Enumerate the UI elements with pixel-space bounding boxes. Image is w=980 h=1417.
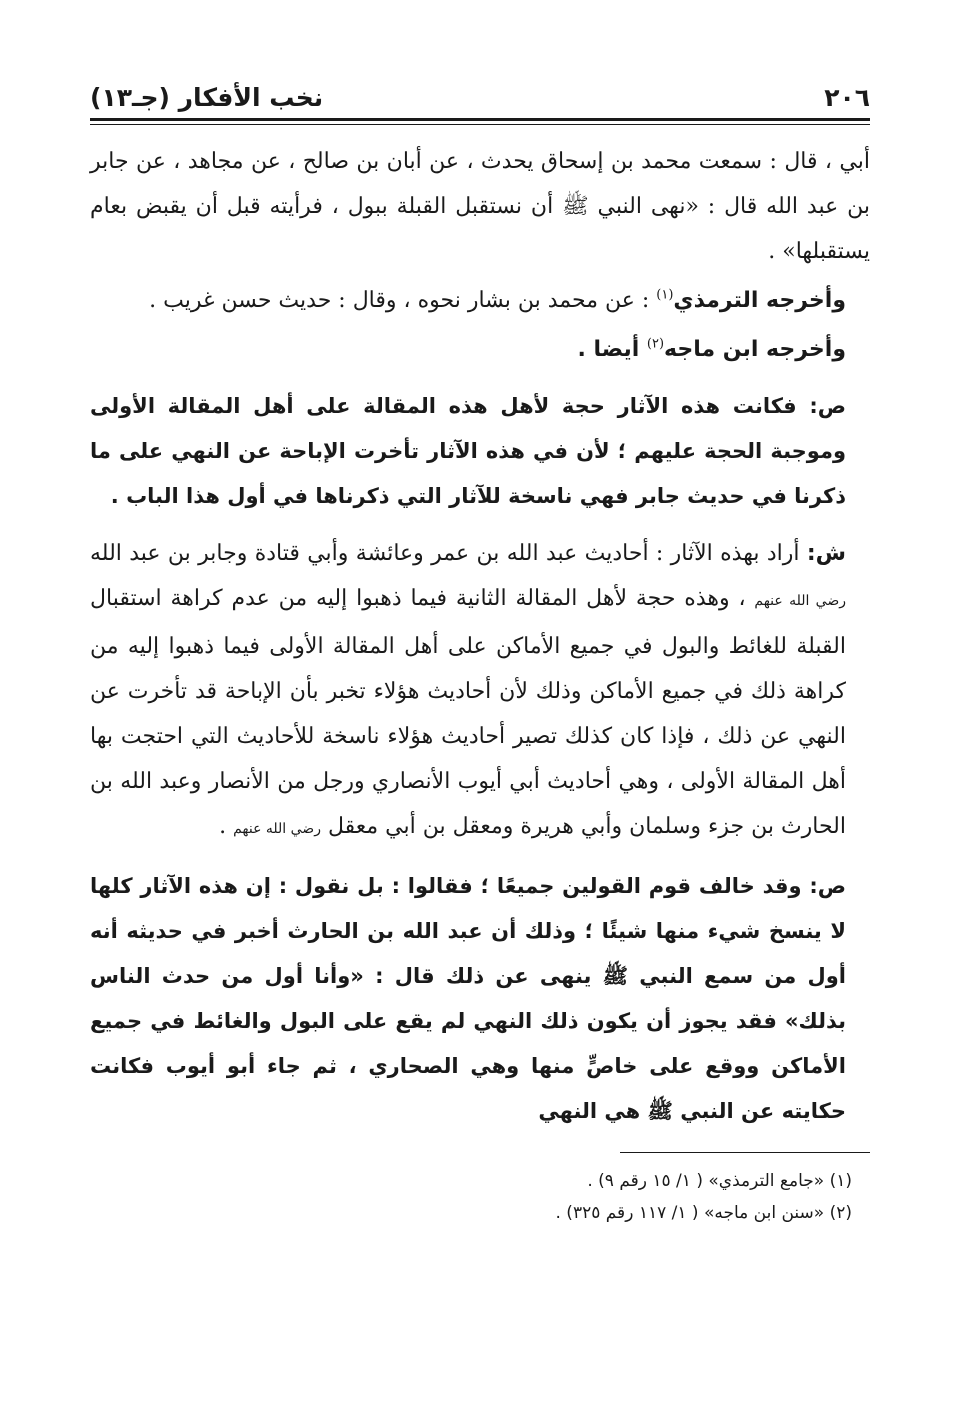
paragraph-text: أبي ، قال : سمعت محمد بن إسحاق يحدث ، عن أبان بن صالح ، عن مجاهد ، عن جابر بن عبد الله قال : «نهى النبي ﷺ أن نستقبل القبلة ببول ، فرأيته قبل أن يقبض بعام يستقبلها» . xyxy=(90,149,870,264)
paragraph-ibn-majah xyxy=(90,327,870,372)
header-rule-thin xyxy=(90,124,870,125)
paragraph-lead: وأخرجه الترمذي xyxy=(673,288,846,313)
book-page xyxy=(90,72,870,1229)
honorific-glyph: رضي الله عنهم xyxy=(754,593,846,609)
header-rule-thick xyxy=(90,118,870,121)
paragraph-text: ص: فكانت هذه الآثار حجة لأهل هذه المقالة على أهل المقالة الأولى وموجبة الحجة عليهم ؛ لأن في هذه الآثار تأخرت الإباحة عن النهي على ما ذكرنا في حديث جابر فهي ناسخة للآثار التي ذكرناها في أول هذا الباب . xyxy=(90,394,846,508)
page-body xyxy=(90,139,870,1134)
paragraph-matn-1 xyxy=(90,384,870,519)
footnote-1: (١) «جامع الترمذي» ( ١/ ١٥ رقم ٩) . xyxy=(587,1171,852,1191)
footnote-rule xyxy=(620,1152,870,1153)
honorific-glyph: رضي الله عنهم xyxy=(233,821,321,837)
footnote-2: (٢) «سنن ابن ماجه» ( ١/ ١١٧ رقم ٣٢٥) . xyxy=(555,1203,852,1223)
paragraph-text: ، وهذه حجة لأهل المقالة الثانية فيما ذهبوا إليه من عدم كراهة استقبال القبلة للغائط والبول في جميع الأماكن على أهل المقالة الأولى فيما ذهبوا إليه من كراهة ذلك في جميع الأماكن وذلك لأن أحاديث هؤلاء تخبر بأن الإباحة قد تأخرت عن النهي عن ذلك ، فإذا كان كذلك تصير أحاديث هؤلاء ناسخة للأحاديث التي احتجت بها أهل المقالة الأولى ، وهي أحاديث أبي أيوب الأنصاري ورجل من الأنصار وعبد الله بن الحارث بن جزء وسلمان وأبي هريرة ومعقل بن أبي معقل xyxy=(90,586,846,839)
paragraph-hadith-chain xyxy=(90,139,870,274)
paragraph-text: : عن محمد بن بشار نحوه ، وقال : حديث حسن غريب . xyxy=(149,288,657,313)
paragraph-text: أيضا . xyxy=(577,337,647,362)
footnote-ref-2: (٢) xyxy=(646,336,665,352)
paragraph-sharh xyxy=(90,531,870,852)
footnotes xyxy=(90,1165,870,1229)
paragraph-lead: ش: xyxy=(806,541,846,566)
paragraph-lead: وأخرجه ابن ماجه xyxy=(664,337,846,362)
paragraph-matn-2 xyxy=(90,864,870,1134)
paragraph-text: . xyxy=(219,814,234,839)
paragraph-text: ص: وقد خالف قوم القولين جميعًا ؛ فقالوا : بل نقول : إن هذه الآثار كلها لا ينسخ شيء منها شيئًا ؛ وذلك أن عبد الله بن الحارث أخبر في حديثه أنه أول من سمع النبي ﷺ ينهى عن ذلك قال : «وأنا أول من حدث الناس بذلك» فقد يجوز أن يكون ذلك النهي لم يقع على البول والغائط في جميع الأماكن ووقع على خاصٍّ منها وهي الصحاري ، ثم جاء أبو أيوب فكانت حكايته عن النبي ﷺ هي النهي xyxy=(90,874,846,1123)
page-number: ٢٠٦ xyxy=(824,83,870,112)
paragraph-text: أراد بهذه الآثار : أحاديث عبد الله بن عمر وعائشة وأبي قتادة وجابر بن عبد الله xyxy=(90,541,807,566)
page-header xyxy=(90,72,870,112)
book-title: نخب الأفكار (جـ١٣) xyxy=(90,83,324,112)
footnote-ref-1: (١) xyxy=(656,287,674,303)
paragraph-tirmidhi xyxy=(90,278,870,323)
